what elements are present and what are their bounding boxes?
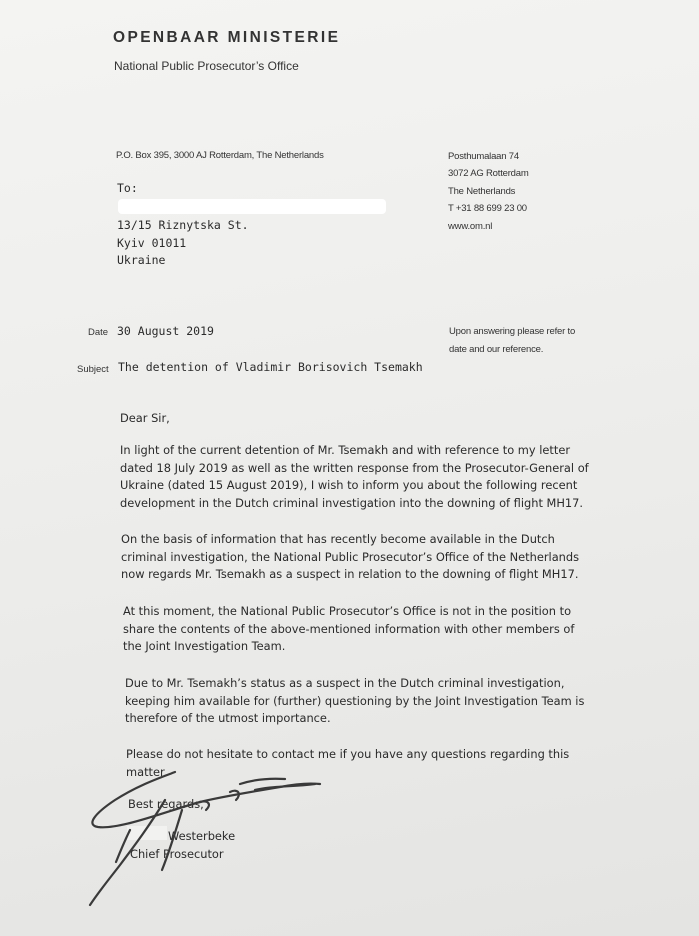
office-website: www.om.nl — [448, 221, 493, 232]
paragraph-line: therefore of the utmost importance. — [125, 711, 331, 725]
paragraph-line: development in the Dutch criminal investigation into the downing of flight MH17. — [120, 495, 584, 510]
paragraph-line: the Joint Investigation Team. — [123, 639, 286, 653]
sender-address-line: P.O. Box 395, 3000 AJ Rotterdam, The Netherlands — [116, 150, 324, 161]
office-phone: T +31 88 699 23 00 — [448, 203, 527, 214]
paragraph-line: keeping him available for (further) questioning by the Joint Investigation Team is — [125, 693, 585, 708]
paragraph-line: In light of the current detention of Mr. Tsemakh and with reference to my letter — [120, 443, 571, 457]
closing: Best regards, — [128, 797, 204, 811]
paragraph-line: matter. — [126, 764, 168, 779]
paragraph-line: criminal investigation, the National Public Prosecutor’s Office of the Netherlands — [121, 549, 580, 564]
to-label: To: — [117, 181, 138, 195]
subject-value: The detention of Vladimir Borisovich Tsemakh — [118, 360, 423, 374]
office-street: Posthumalaan 74 — [448, 151, 519, 162]
salutation: Dear Sir, — [120, 411, 170, 425]
reference-note-line-2: date and our reference. — [449, 344, 544, 355]
paragraph-line: On the basis of information that has recently become available in the Dutch — [121, 532, 555, 546]
paragraph-2 — [121, 531, 579, 584]
paragraph-line: Due to Mr. Tsemakh’s status as a suspect in the Dutch criminal investigation, — [125, 676, 565, 690]
paragraph-3 — [123, 603, 574, 656]
date-value: 30 August 2019 — [117, 324, 214, 338]
handwritten-signature — [80, 770, 340, 910]
paragraph-line: Please do not hesitate to contact me if you have any questions regarding this — [126, 747, 570, 761]
office-country: The Netherlands — [448, 186, 516, 197]
paragraph-line: Ukraine (dated 15 August 2019), I wish to inform you about the following recent — [120, 478, 578, 492]
paragraph-line: At this moment, the National Public Prosecutor’s Office is not in the position to — [123, 604, 572, 618]
paragraph-4 — [125, 675, 584, 728]
reference-note-line-1: Upon answering please refer to — [449, 326, 576, 337]
recipient-country: Ukraine — [117, 253, 166, 267]
signer-name: Westerbeke — [168, 829, 236, 843]
recipient-city: Kyiv 01011 — [117, 236, 187, 250]
paragraph-line: dated 18 July 2019 as well as the written response from the Prosecutor-General of — [120, 460, 589, 475]
redacted-recipient-name — [118, 199, 386, 214]
recipient-street: 13/15 Riznytska St. — [117, 218, 249, 232]
office-postcode: 3072 AG Rotterdam — [448, 168, 529, 179]
office-subtitle: National Public Prosecutor’s Office — [114, 59, 299, 73]
ministry-logo-text: OPENBAAR MINISTERIE — [113, 29, 341, 46]
paragraph-line: now regards Mr. Tsemakh as a suspect in relation to the downing of flight MH17. — [121, 567, 579, 581]
paragraph-1 — [120, 442, 589, 512]
signer-title: Chief Prosecutor — [130, 847, 224, 861]
subject-label: Subject — [77, 364, 109, 375]
date-label: Date — [88, 327, 109, 338]
paragraph-line: share the contents of the above-mentioned information with other members of — [123, 621, 575, 636]
